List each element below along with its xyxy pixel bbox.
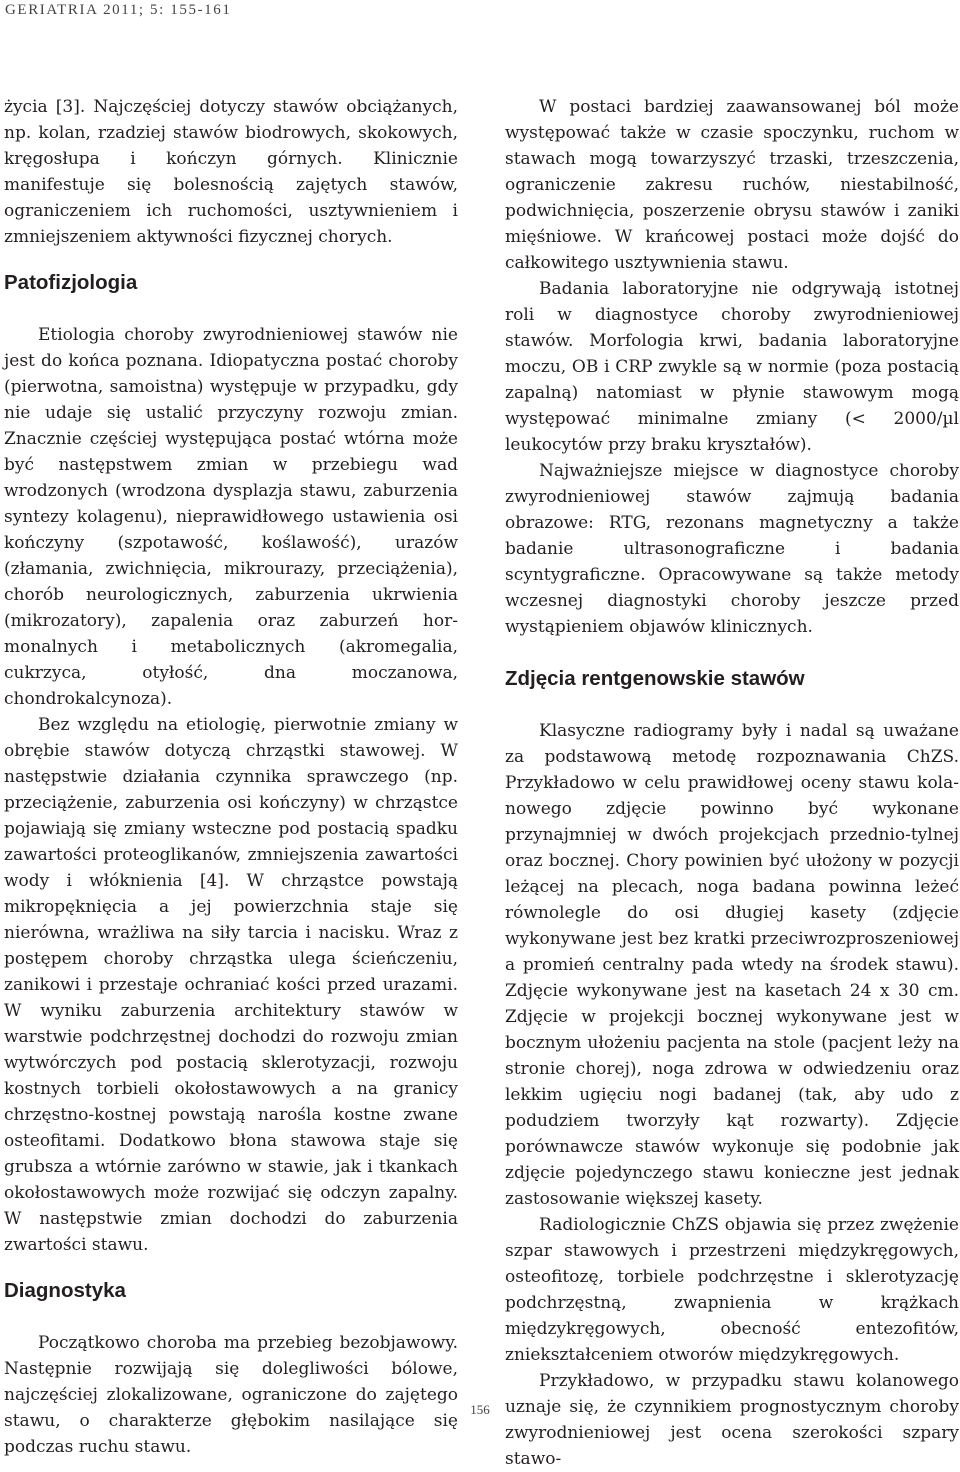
paragraph-etiologia: Etiologia choroby zwyrodnieniowej stawów nie jest do końca poznana. Idiopatyczna postać choroby (pierwotna, samoistna) występuje w przypadku, gdy nie udaje się ustalić przyczyny rozwoju zmian. Znacznie częściej występująca postać wtórna może być następstwem zmian w przebiegu wad wrodzonych (wrodzona dysplazja stawu, zaburzenia syntezy kolagenu), nieprawidłowego ustawienia osi kończyny (szpotawość, koślawość), urazów (złamania, zwichnięcia, mikrourazy, przeciążenia), chorób neurologicznych, zaburzenia ukrwienia (mikrozatory), zapalenia oraz zaburzeń hormonalnych i metabolicznych (akromegalia, cukrzyca, otyłość, dna moczanowa, chondrokalcynoza).: [4, 325, 458, 709]
page-number: 156: [470, 1402, 490, 1417]
heading-zdjecia-rentgenowskie: Zdjęcia rentgenowskie stawów: [505, 667, 805, 690]
paragraph-przykladowo: Przykładowo, w przypadku stawu kolanowego uznaje się, że czynnikiem prognostycznym choroby zwyrodnieniowej jest ocena szerokości szpary stawo-: [505, 1371, 959, 1469]
paragraph-klasyczne: Klasyczne radiogramy były i nadal są uważane za podstawową metodę rozpoznawania ChZS. Przykładowo w celu prawidłowej oceny stawu kolanowego zdjęcie powinno być wykonane przynajmniej w dwóch projekcjach przednio-tylnej oraz bocznej. Chory powinien być ułożony w pozycji leżącej na plecach, noga badana powinna leżeć równolegle do osi długiej kasety (zdjęcie wykonywane jest bez kratki przeciwrozproszeniowej a promień centralny pada wtedy na środek stawu). Zdjęcie wykonywane jest na kasetach 24 x 30 cm. Zdjęcie w projekcji bocznej wykonywane jest w bocznym ułożeniu pacjenta na stole (pacjent leży na stronie chorej), noga zdrowa w odwiedzeniu oraz lekkim ugięciu nogi badanej (tak, aby udo z podudziem tworzyły kąt rozwarty). Zdjęcie porównawcze stawów wykonuje się podobnie jak zdjęcie pojedynczego stawu konieczne jest jednak zastosowanie większej kasety.: [505, 721, 959, 1209]
heading-patofizjologia: Patofizjologia: [4, 271, 138, 294]
paragraph-badania: Badania laboratoryjne nie odgrywają istotnej roli w diagnostyce choroby zwyrodnieniowej stawów. Morfologia krwi, badania laboratoryjne moczu, OB i CRP zwykle są w normie (poza postacią zapalną) natomiast w płynie stawowym mogą występować minimalne zmiany (< 2000/µl leukocytów przy braku kryształów).: [505, 279, 959, 455]
right-column: [505, 94, 959, 1472]
running-head: GERIATRIA 2011; 5: 155-161: [5, 2, 232, 18]
paragraph-poczatkowo: Początkowo choroba ma przebieg bezobjawowy. Następnie rozwijają się dolegliwości bólowe, najczęściej zlokalizowane, ograniczone do zajętego stawu, o charakterze głębokim nasilające się podczas ruchu stawu.: [4, 1333, 458, 1457]
paragraph-w-postaci: W postaci bardziej zaawansowanej ból może występować także w czasie spoczynku, ruchom w stawach mogą towarzyszyć trzaski, trzeszczenia, ograniczenie zakresu ruchów, niestabilność, podwichnięcia, poszerzenie obrysu stawów i zaniki mięśniowe. W krańcowej postaci może dojść do całkowitego usztywnienia stawu.: [505, 97, 959, 273]
paragraph-najwazniejsze: Najważniejsze miejsce w diagnostyce choroby zwyrodnieniowej stawów zajmują badania obrazowe: RTG, rezonans magnetyczny a także badanie ultrasonograficzne i badania scyntygraficzne. Opracowywane są także metody wczesnej diagnostyki choroby jeszcze przed wystąpieniem objawów klinicznych.: [505, 461, 959, 637]
left-column: [4, 94, 458, 1460]
paragraph-bez-wzgledu: Bez względu na etiologię, pierwotnie zmiany w obrębie stawów dotyczą chrząstki stawowej. W następstwie działania czynnika sprawczego (np. przeciążenie, zaburzenia osi kończyny) w chrząstce pojawiają się zmiany wsteczne pod postacią spadku zawartości proteoglikanów, zmniejszenia zawartości wody i włóknienia [4]. W chrząstce powstają mikropęknięcia a jej powierzchnia staje się nierówna, wrażliwa na siły tarcia i nacisku. Wraz z postępem choroby chrząstka ulega ścieńczeniu, zanikowi i przestaje ochraniać kości przed urazami. W wyniku zaburzenia architektury stawów w warstwie podchrzęstnej dochodzi do rozwoju zmian wytwórczych pod postacią sklerotyzacji, rozwoju kostnych torbieli okołostawowych a na granicy chrzęstno-kostnej powstają narośla kostne zwane osteofitami. Dodatkowo błona stawowa staje się grubsza a wtórnie zarówno w stawie, jak i tkankach okołostawowych może rozwijać się odczyn zapalny. W następstwie zmian dochodzi do zaburzenia zwartości stawu.: [4, 715, 458, 1255]
paragraph-radiologicznie: Radiologicznie ChZS objawia się przez zwężenie szpar stawowych i przestrzeni międzykręgowych, osteofitozę, torbiele podchrzęstne i sklerotyzację podchrzęstną, zwapnienia w krążkach międzykręgowych, obecność entezofitów, zniekształceniem otworów międzykręgowych.: [505, 1215, 959, 1365]
heading-diagnostyka: Diagnostyka: [4, 1279, 126, 1302]
paragraph-continuation: życia [3]. Najczęściej dotyczy stawów obciążanych, np. kolan, rzadziej stawów biodrowych, skokowych, kręgosłupa i kończyn górnych. Klinicznie manifestuje się bolesnością zajętych stawów, ograniczeniem ich ruchomości, usztywnieniem i zmniejszeniem aktywności fizycznej chorych.: [4, 97, 458, 247]
